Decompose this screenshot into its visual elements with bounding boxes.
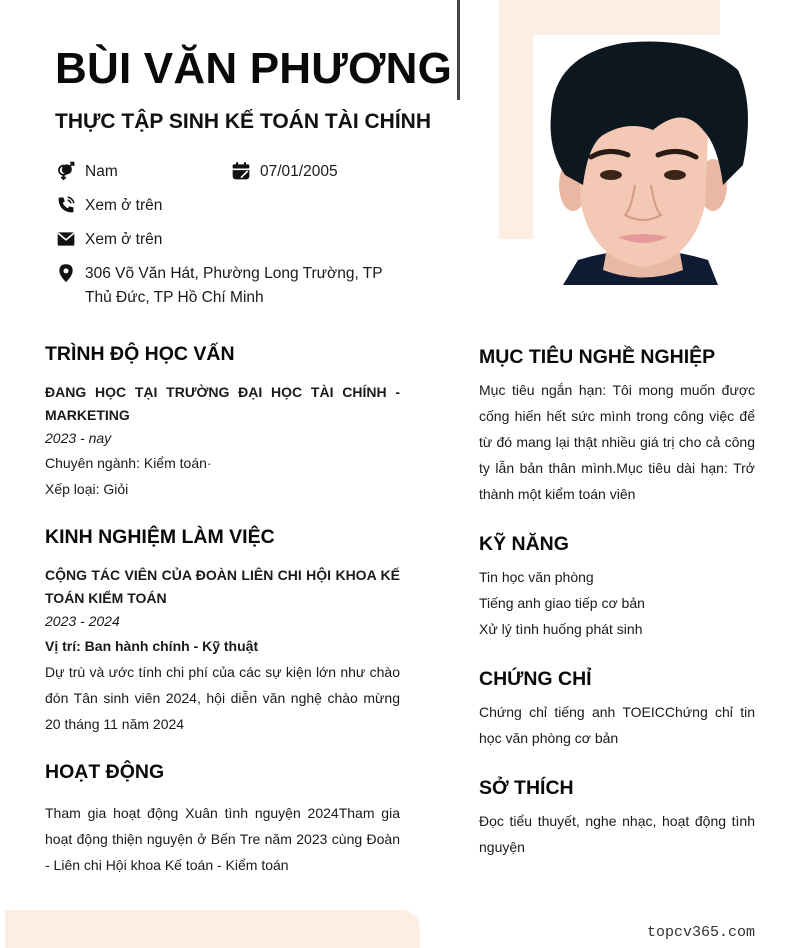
header-divider bbox=[457, 0, 460, 100]
location-pin-icon bbox=[55, 262, 77, 284]
job-title: THỰC TẬP SINH KẾ TOÁN TÀI CHÍNH bbox=[55, 110, 431, 133]
skill-item: Tin học văn phòng bbox=[479, 569, 594, 585]
experience-title: KINH NGHIỆM LÀM VIỆC bbox=[45, 526, 275, 548]
objective-description: Mục tiêu ngắn hạn: Tôi mong muốn được cống hiến hết sức mình trong công việc để từ đó mang lại thật nhiều giá trị cho cả công ty lẫn bản thân mình.Mục tiêu dài hạn: Trở thành một kiểm toán viên bbox=[479, 382, 755, 502]
birthday-value: 07/01/2005 bbox=[260, 163, 338, 180]
education-major: Chuyên ngành: Kiểm toán· bbox=[45, 455, 212, 471]
education-grade: Xếp loại: Giỏi bbox=[45, 481, 129, 497]
objective-title: MỤC TIÊU NGHỀ NGHIỆP bbox=[479, 346, 716, 368]
education-period: 2023 - nay bbox=[45, 430, 112, 446]
phone-value: Xem ở trên bbox=[85, 197, 163, 214]
skills-list bbox=[479, 564, 755, 642]
gender-value: Nam bbox=[85, 163, 118, 180]
experience-section bbox=[45, 564, 400, 737]
certificates-description: Chứng chỉ tiếng anh TOEICChứng chỉ tin học văn phòng cơ bản bbox=[479, 704, 755, 746]
mail-icon bbox=[55, 228, 77, 250]
education-section bbox=[45, 381, 400, 502]
skill-item: Xử lý tình huống phát sinh bbox=[479, 621, 643, 637]
experience-description: Dự trù và ước tính chi phí của các sự kiện lớn như chào đón Tân sinh viên 2024, hội diễn văn nghệ chào mừng 20 tháng 11 năm 2024 bbox=[45, 664, 400, 732]
watermark: topcv365.com bbox=[647, 924, 756, 941]
contact-phone bbox=[55, 194, 162, 218]
education-school: ĐANG HỌC TẠI TRƯỜNG ĐẠI HỌC TÀI CHÍNH - MARKETING bbox=[45, 384, 400, 423]
candidate-name: BÙI VĂN PHƯƠNG bbox=[55, 44, 453, 93]
activities-description: Tham gia hoạt động Xuân tình nguyện 2024Tham gia hoạt động thiện nguyện ở Bến Tre năm 2023 cùng Đoàn - Liên chi Hội khoa Kế toán - Kiểm toán bbox=[45, 805, 400, 873]
address-value: 306 Võ Văn Hát, Phường Long Trường, TP Thủ Đức, TP Hồ Chí Minh bbox=[85, 265, 383, 306]
experience-position: Vị trí: Ban hành chính - Kỹ thuật bbox=[45, 638, 259, 654]
experience-org: CỘNG TÁC VIÊN CỦA ĐOÀN LIÊN CHI HỘI KHOA KẾ TOÁN KIỂM TOÁN bbox=[45, 567, 400, 606]
gender-icon bbox=[55, 160, 77, 182]
hobbies-description: Đọc tiểu thuyết, nghe nhạc, hoạt động tình nguyện bbox=[479, 813, 755, 855]
phone-icon bbox=[55, 194, 77, 216]
experience-period: 2023 - 2024 bbox=[45, 613, 120, 629]
contact-birthday bbox=[230, 160, 338, 184]
footer-accent-block bbox=[5, 910, 420, 948]
education-title: TRÌNH ĐỘ HỌC VẤN bbox=[45, 343, 235, 365]
profile-photo bbox=[533, 35, 753, 285]
calendar-icon bbox=[230, 160, 252, 182]
skill-item: Tiếng anh giao tiếp cơ bản bbox=[479, 595, 645, 611]
skills-title: KỸ NĂNG bbox=[479, 533, 569, 555]
activities-title: HOẠT ĐỘNG bbox=[45, 761, 165, 783]
certificates-title: CHỨNG CHỈ bbox=[479, 668, 592, 690]
contact-address bbox=[55, 262, 395, 310]
contact-gender bbox=[55, 160, 118, 184]
contact-email bbox=[55, 228, 162, 252]
email-value: Xem ở trên bbox=[85, 231, 163, 248]
hobbies-title: SỞ THÍCH bbox=[479, 777, 574, 799]
